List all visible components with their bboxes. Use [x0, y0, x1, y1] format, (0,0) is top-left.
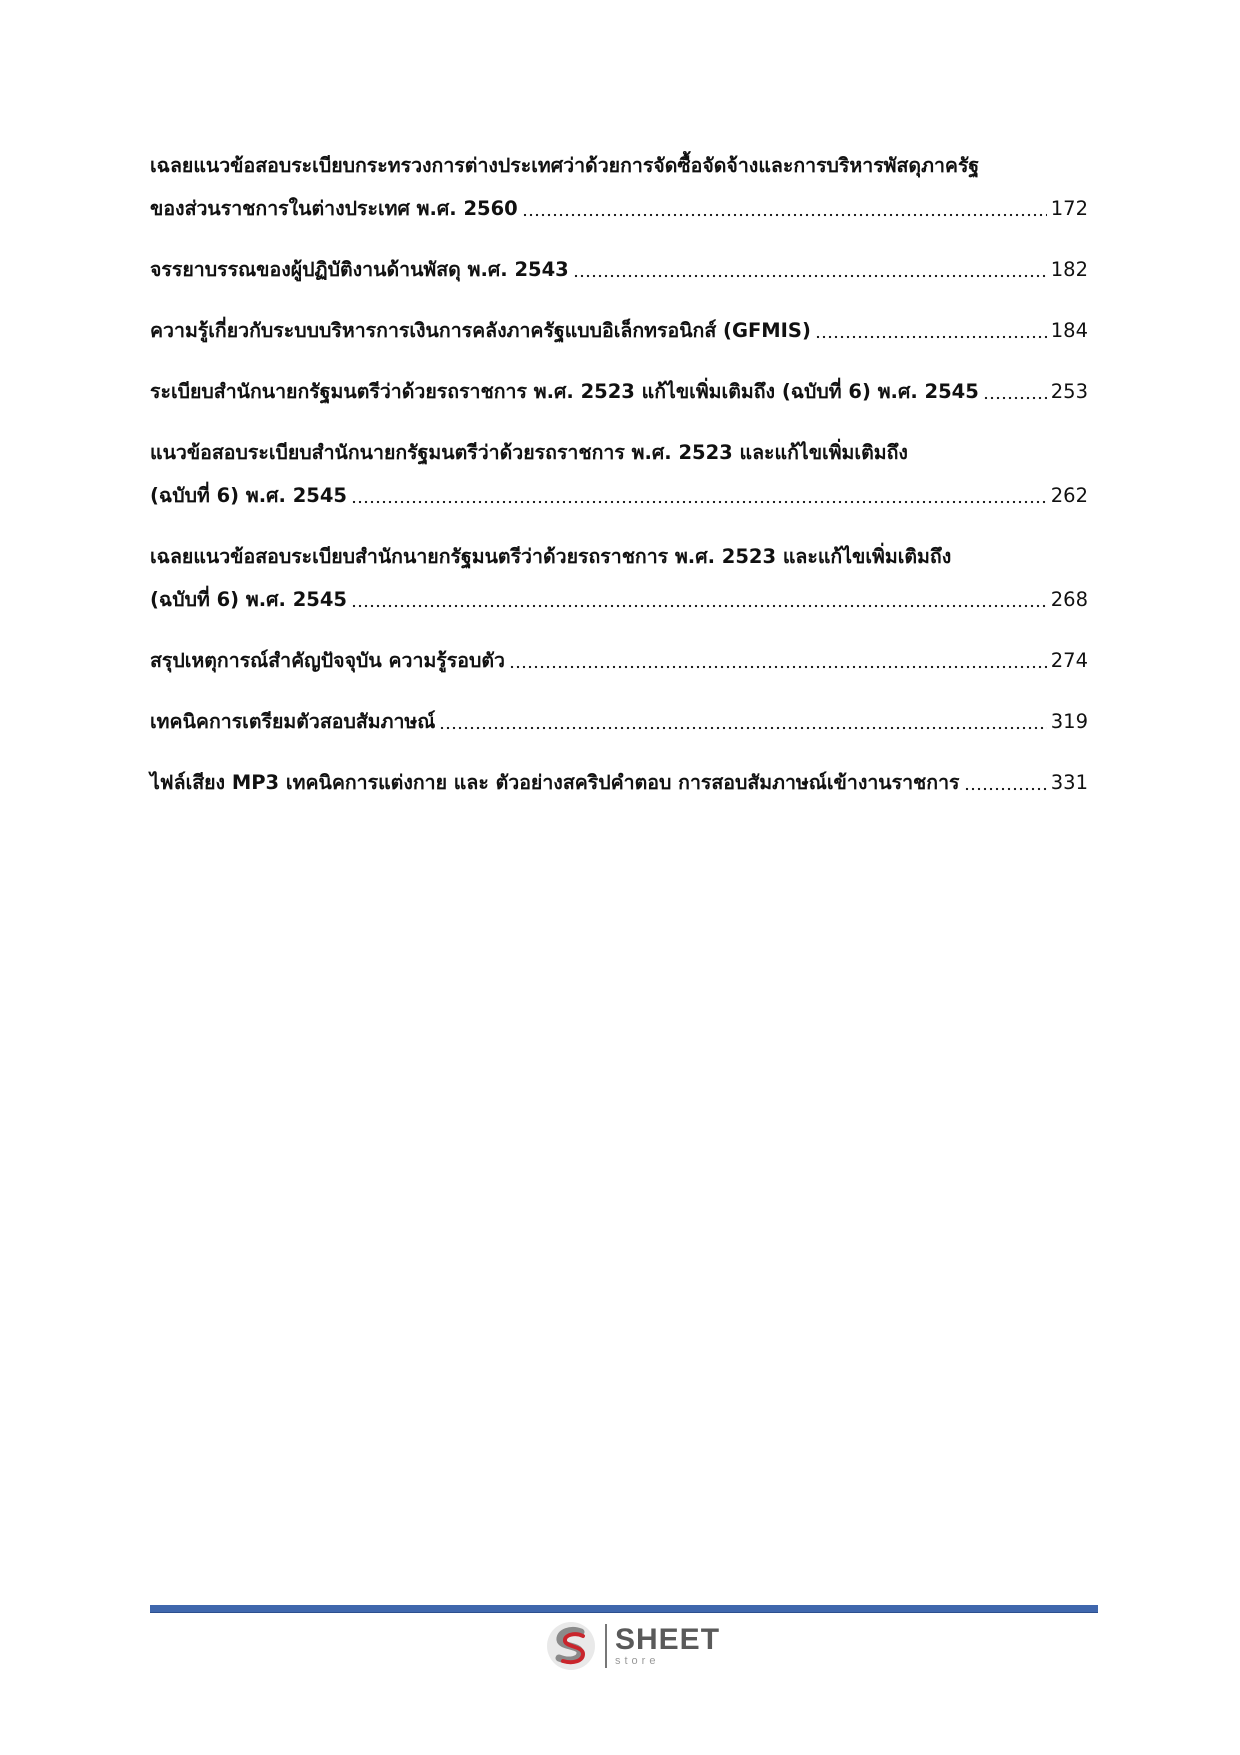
logo-separator: [605, 1624, 607, 1668]
toc-entry-line: [150, 645, 1088, 677]
toc-entry-1[interactable]: [150, 150, 1088, 225]
toc-entry-line: [150, 706, 1088, 738]
toc-entry-8[interactable]: [150, 706, 1088, 738]
toc-entry-3[interactable]: [150, 315, 1088, 347]
toc-entry-5[interactable]: [150, 437, 1088, 512]
toc-entry-title: ไฟล์เสียง MP3 เทคนิคการแต่งกาย และ ตัวอย่างสคริปคำตอบ การสอบสัมภาษณ์เข้างานราชการ: [150, 771, 960, 794]
toc-page-number: 172: [1050, 197, 1088, 220]
table-of-contents: [150, 150, 1088, 828]
dot-leader: [522, 212, 1047, 218]
toc-entry-line: [150, 254, 1088, 286]
toc-entry-title: (ฉบับที่ 6) พ.ศ. 2545: [150, 484, 347, 507]
dot-leader: [983, 395, 1047, 401]
toc-entry-line: [150, 315, 1088, 347]
dot-leader: [439, 725, 1046, 731]
sheet-store-logo-icon: [545, 1620, 597, 1672]
toc-entry-title: จรรยาบรรณของผู้ปฏิบัติงานด้านพัสดุ พ.ศ. 2543: [150, 258, 569, 281]
toc-page-number: 268: [1050, 588, 1088, 611]
toc-entry-title-line: แนวข้อสอบระเบียบสำนักนายกรัฐมนตรีว่าด้วยรถราชการ พ.ศ. 2523 และแก้ไขเพิ่มเติมถึง: [150, 441, 908, 464]
toc-page-number: 331: [1050, 771, 1088, 794]
toc-entry-line: [150, 193, 1088, 225]
toc-entry-title-line: เฉลยแนวข้อสอบระเบียบสำนักนายกรัฐมนตรีว่าด้วยรถราชการ พ.ศ. 2523 และแก้ไขเพิ่มเติมถึง: [150, 545, 952, 568]
toc-entry-title: สรุปเหตุการณ์สำคัญปัจจุบัน ความรู้รอบตัว: [150, 649, 505, 672]
logo-subtitle: store: [615, 1655, 660, 1667]
toc-entry-title: ระเบียบสำนักนายกรัฐมนตรีว่าด้วยรถราชการ พ.ศ. 2523 แก้ไขเพิ่มเติมถึง (ฉบับที่ 6) พ.ศ. 2545: [150, 380, 979, 403]
toc-entry-title-line: เฉลยแนวข้อสอบระเบียบกระทรวงการต่างประเทศว่าด้วยการจัดซื้อจัดจ้างและการบริหารพัสดุภาครัฐ: [150, 154, 980, 177]
toc-page-number: 274: [1050, 649, 1088, 672]
logo-wordmark: [615, 1625, 720, 1667]
toc-entry-line: [150, 767, 1088, 799]
toc-entry-7[interactable]: [150, 645, 1088, 677]
toc-page-number: 182: [1050, 258, 1088, 281]
toc-entry-title: ของส่วนราชการในต่างประเทศ พ.ศ. 2560: [150, 197, 518, 220]
toc-entry-4[interactable]: [150, 376, 1088, 408]
toc-entry-9[interactable]: [150, 767, 1088, 799]
dot-leader: [509, 664, 1047, 670]
toc-page-number: 319: [1050, 710, 1088, 733]
toc-page-number: 184: [1050, 319, 1088, 342]
dot-leader: [351, 499, 1047, 505]
toc-entry-title: (ฉบับที่ 6) พ.ศ. 2545: [150, 588, 347, 611]
toc-entry-6[interactable]: [150, 541, 1088, 616]
toc-entry-line: [150, 376, 1088, 408]
toc-entry-line: [150, 480, 1088, 512]
toc-entry-2[interactable]: [150, 254, 1088, 286]
dot-leader: [573, 273, 1047, 279]
dot-leader: [351, 603, 1047, 609]
sheet-store-logo: [545, 1620, 720, 1672]
footer-divider: [150, 1605, 1098, 1613]
toc-entry-title: ความรู้เกี่ยวกับระบบบริหารการเงินการคลังภาครัฐแบบอิเล็กทรอนิกส์ (GFMIS): [150, 319, 811, 342]
logo-title: SHEET: [615, 1623, 721, 1656]
toc-entry-title: เทคนิคการเตรียมตัวสอบสัมภาษณ์: [150, 710, 436, 733]
dot-leader: [815, 334, 1047, 340]
toc-page-number: 253: [1050, 380, 1088, 403]
dot-leader: [964, 786, 1047, 792]
toc-entry-line: [150, 584, 1088, 616]
toc-page-number: 262: [1050, 484, 1088, 507]
